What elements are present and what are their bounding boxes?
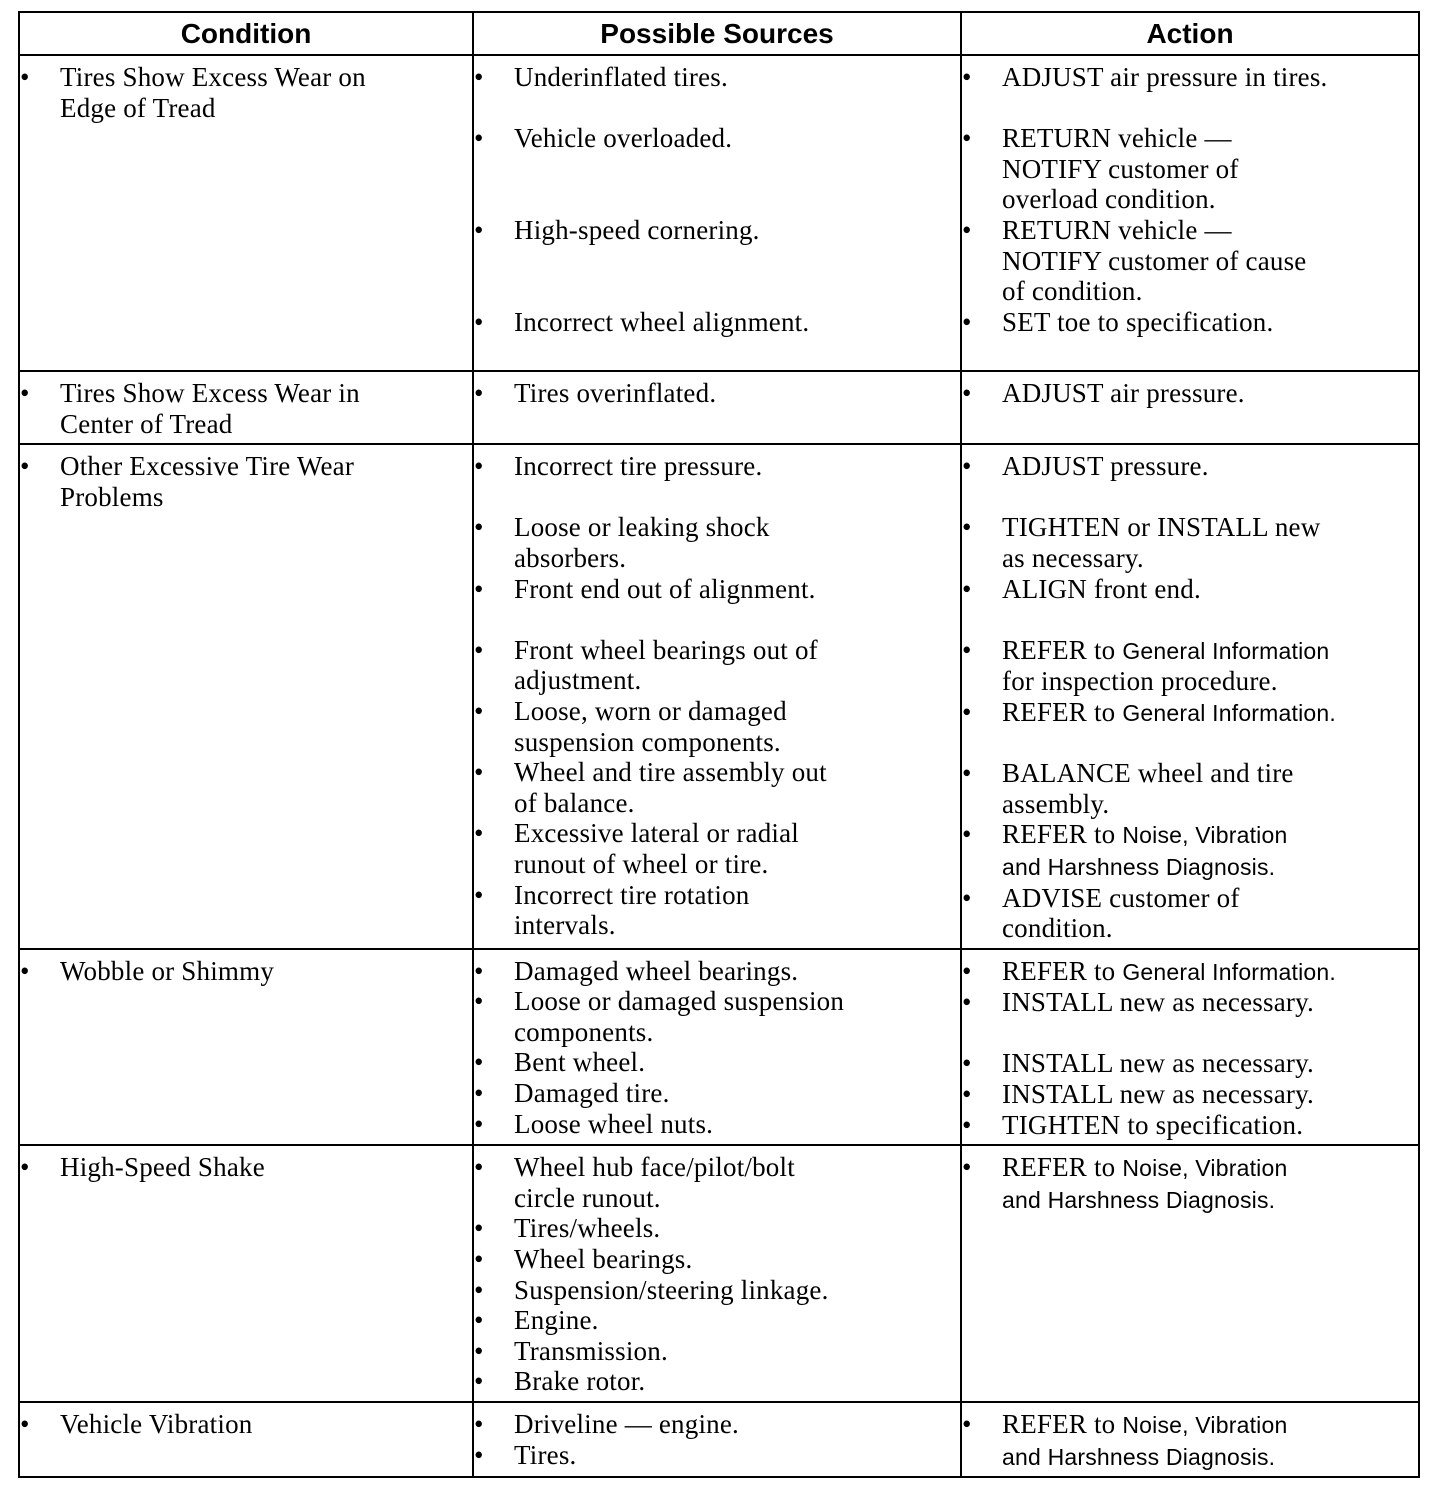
action-item: [962, 62, 1418, 123]
condition-item-text: Vehicle Vibration: [60, 1409, 253, 1439]
action-item: [962, 1110, 1418, 1141]
condition-cell: [19, 1402, 473, 1477]
source-item-text: Tires overinflated.: [514, 378, 717, 408]
action-item-text: [1002, 819, 1418, 882]
source-item-text: Underinflated tires.: [514, 62, 728, 92]
bullet-icon: •: [474, 1305, 484, 1336]
source-item: [474, 1409, 960, 1440]
bullet-icon: •: [474, 306, 484, 337]
bullet-icon: •: [474, 378, 484, 408]
source-item: [474, 1047, 960, 1078]
source-item-text: Loose wheel nuts.: [514, 1108, 714, 1139]
source-item: [474, 1078, 960, 1109]
action-item: [962, 378, 1418, 409]
source-item-text: Front end out of alignment.: [514, 573, 816, 604]
bullet-icon: •: [474, 573, 484, 604]
condition-item-text: Other Excessive Tire Wear Problems: [60, 451, 355, 512]
action-text: REFER to: [1002, 819, 1123, 850]
action-text: REFER to: [1002, 696, 1123, 727]
source-item-text: Loose, worn or damaged suspension components.: [514, 695, 787, 757]
condition-item: [20, 956, 472, 987]
action-item: [962, 883, 1418, 944]
source-item-text: Loose or leaking shock absorbers.: [514, 512, 770, 573]
header-condition: Condition: [19, 12, 473, 55]
source-item-text: Tires.: [514, 1439, 577, 1470]
source-item: [474, 1275, 960, 1306]
bullet-icon: •: [20, 955, 30, 986]
source-item: [474, 880, 960, 941]
bullet-icon: •: [962, 634, 972, 665]
action-item-text: ADJUST air pressure.: [1002, 378, 1245, 408]
action-item-text: [1002, 1409, 1418, 1472]
action-item-text: ADJUST air pressure in tires.: [1002, 62, 1328, 92]
bullet-icon: •: [962, 306, 972, 337]
action-cell: [961, 444, 1419, 949]
source-item: [474, 512, 960, 573]
source-item-text: Incorrect tire pressure.: [514, 451, 763, 482]
action-item-text: [1002, 1152, 1418, 1215]
source-item: [474, 62, 960, 123]
manual-reference: Noise, Vibration and Harshness Diagnosis.: [1002, 1412, 1288, 1470]
source-item-text: Wheel hub face/pilot/bolt circle runout.: [514, 1152, 795, 1213]
source-item-text: Excessive lateral or radial runout of wheel or tire.: [514, 818, 800, 879]
bullet-icon: •: [962, 758, 972, 789]
table-row: [19, 1145, 1419, 1402]
action-item: [962, 987, 1418, 1048]
action-item: [962, 451, 1418, 512]
bullet-icon: •: [962, 1152, 972, 1183]
bullet-icon: •: [474, 512, 484, 543]
bullet-icon: •: [962, 451, 972, 482]
bullet-icon: •: [962, 1109, 972, 1140]
bullet-icon: •: [20, 1409, 30, 1439]
bullet-icon: •: [474, 1108, 484, 1139]
bullet-icon: •: [962, 62, 972, 92]
action-text: REFER to: [1002, 955, 1123, 986]
source-item: [474, 378, 960, 409]
action-cell: [961, 55, 1419, 371]
action-item: [962, 635, 1418, 697]
bullet-icon: •: [474, 986, 484, 1017]
action-item-text: BALANCE wheel and tire assembly.: [1002, 758, 1294, 819]
source-item: [474, 818, 960, 879]
source-item: [474, 574, 960, 635]
action-item: [962, 1048, 1418, 1079]
manual-reference: General Information.: [1122, 699, 1336, 726]
source-item-text: Transmission.: [514, 1335, 668, 1366]
action-item-text: ALIGN front end.: [1002, 573, 1201, 604]
source-item-text: Incorrect tire rotation intervals.: [514, 879, 750, 941]
condition-item-text: High-Speed Shake: [60, 1152, 265, 1183]
condition-item: [20, 378, 472, 439]
bullet-icon: •: [474, 123, 484, 154]
action-cell: [961, 1145, 1419, 1402]
bullet-icon: •: [474, 757, 484, 788]
bullet-icon: •: [474, 62, 484, 92]
possible-sources-cell: [473, 55, 961, 371]
manual-reference: General Information.: [1122, 958, 1336, 985]
action-item-text: [1002, 635, 1418, 697]
source-item-text: Damaged wheel bearings.: [514, 955, 799, 986]
action-text: REFER to: [1002, 634, 1123, 665]
action-item: [962, 697, 1418, 758]
header-possible-sources: Possible Sources: [473, 12, 961, 55]
action-item-text: INSTALL new as necessary.: [1002, 987, 1314, 1018]
source-item-text: Loose or damaged suspension components.: [514, 986, 845, 1047]
bullet-icon: •: [962, 214, 972, 245]
action-item-text: SET toe to specification.: [1002, 306, 1274, 337]
action-cell: [961, 949, 1419, 1146]
table-row: [19, 949, 1419, 1146]
action-item-text: RETURN vehicle — NOTIFY customer of cause of condition.: [1002, 214, 1307, 307]
source-item: [474, 1244, 960, 1275]
action-item: [962, 512, 1418, 573]
action-item: [962, 123, 1418, 215]
source-item-text: Suspension/steering linkage.: [514, 1274, 829, 1305]
source-item: [474, 451, 960, 512]
possible-sources-cell: [473, 1145, 961, 1402]
source-item: [474, 123, 960, 215]
condition-cell: [19, 371, 473, 444]
source-item-text: Incorrect wheel alignment.: [514, 306, 810, 337]
bullet-icon: •: [20, 62, 30, 92]
bullet-icon: •: [474, 214, 484, 245]
action-cell: [961, 371, 1419, 444]
source-item-text: Driveline — engine.: [514, 1409, 739, 1439]
source-item: [474, 956, 960, 987]
source-item: [474, 1440, 960, 1471]
manual-reference: General Information: [1122, 637, 1330, 664]
bullet-icon: •: [474, 695, 484, 726]
action-item-text: ADVISE customer of condition.: [1002, 882, 1240, 944]
source-item: [474, 1336, 960, 1367]
source-item-text: Wheel and tire assembly out of balance.: [514, 757, 827, 818]
source-item: [474, 215, 960, 307]
bullet-icon: •: [20, 451, 30, 482]
action-item: [962, 758, 1418, 819]
action-item-text: ADJUST pressure.: [1002, 451, 1209, 482]
bullet-icon: •: [962, 512, 972, 543]
source-item-text: High-speed cornering.: [514, 214, 760, 245]
source-item: [474, 307, 960, 338]
bullet-icon: •: [474, 879, 484, 910]
possible-sources-cell: [473, 444, 961, 949]
action-cell: [961, 1402, 1419, 1477]
bullet-icon: •: [962, 573, 972, 604]
action-text: REFER to: [1002, 1409, 1123, 1439]
action-item-text: RETURN vehicle — NOTIFY customer of overload condition.: [1002, 123, 1239, 215]
action-item-text: [1002, 956, 1418, 988]
action-item-text: INSTALL new as necessary.: [1002, 1048, 1314, 1079]
bullet-icon: •: [474, 1213, 484, 1244]
bullet-icon: •: [474, 1152, 484, 1183]
condition-item-text: Tires Show Excess Wear in Center of Tread: [60, 378, 360, 439]
table-row: [19, 444, 1419, 949]
action-item: [962, 574, 1418, 635]
action-item: [962, 819, 1418, 882]
condition-cell: [19, 444, 473, 949]
diagnosis-table: [18, 11, 1420, 1478]
action-item: [962, 1409, 1418, 1472]
source-item: [474, 1109, 960, 1140]
table-row: [19, 55, 1419, 371]
source-item-text: Wheel bearings.: [514, 1244, 693, 1275]
bullet-icon: •: [474, 955, 484, 986]
bullet-icon: •: [962, 955, 972, 986]
header-action: Action: [961, 12, 1419, 55]
condition-item-text: Wobble or Shimmy: [60, 955, 275, 986]
bullet-icon: •: [20, 1152, 30, 1183]
bullet-icon: •: [474, 1244, 484, 1275]
table-row: [19, 371, 1419, 444]
bullet-icon: •: [962, 882, 972, 913]
action-item-text: INSTALL new as necessary.: [1002, 1079, 1314, 1110]
bullet-icon: •: [474, 1274, 484, 1305]
manual-reference: Noise, Vibration and Harshness Diagnosis.: [1002, 1155, 1288, 1213]
bullet-icon: •: [20, 378, 30, 408]
source-item: [474, 1366, 960, 1397]
bullet-icon: •: [962, 1048, 972, 1079]
source-item-text: Damaged tire.: [514, 1078, 670, 1109]
source-item-text: Vehicle overloaded.: [514, 123, 733, 154]
bullet-icon: •: [962, 1079, 972, 1110]
condition-item: [20, 451, 472, 512]
source-item: [474, 1213, 960, 1244]
action-item: [962, 215, 1418, 307]
action-text: REFER to: [1002, 1152, 1123, 1183]
condition-cell: [19, 949, 473, 1146]
bullet-icon: •: [962, 123, 972, 154]
condition-cell: [19, 1145, 473, 1402]
bullet-icon: •: [962, 1409, 972, 1439]
condition-item: [20, 1409, 472, 1440]
source-item: [474, 986, 960, 1047]
action-item: [962, 307, 1418, 338]
source-item-text: Tires/wheels.: [514, 1213, 661, 1244]
bullet-icon: •: [474, 1366, 484, 1397]
header-row: [19, 12, 1419, 55]
possible-sources-cell: [473, 949, 961, 1146]
bullet-icon: •: [962, 819, 972, 850]
manual-reference: Noise, Vibration and Harshness Diagnosis.: [1002, 822, 1288, 880]
condition-cell: [19, 55, 473, 371]
action-item: [962, 1079, 1418, 1110]
condition-item: [20, 62, 472, 123]
source-item-text: Engine.: [514, 1305, 599, 1336]
condition-item: [20, 1152, 472, 1183]
action-item: [962, 1152, 1418, 1215]
table-row: [19, 1402, 1419, 1477]
bullet-icon: •: [474, 1409, 484, 1439]
source-item-text: Brake rotor.: [514, 1366, 646, 1397]
action-item-text: TIGHTEN to specification.: [1002, 1109, 1304, 1140]
bullet-icon: •: [962, 696, 972, 727]
source-item: [474, 635, 960, 696]
source-item: [474, 1152, 960, 1213]
table-body: [19, 55, 1419, 1477]
bullet-icon: •: [474, 1439, 484, 1470]
action-item-text: TIGHTEN or INSTALL new as necessary.: [1002, 512, 1321, 573]
action-text: for inspection procedure.: [1002, 666, 1278, 697]
bullet-icon: •: [474, 818, 484, 849]
source-item-text: Front wheel bearings out of adjustment.: [514, 634, 818, 696]
bullet-icon: •: [474, 1335, 484, 1366]
source-item: [474, 696, 960, 757]
bullet-icon: •: [474, 634, 484, 665]
source-item: [474, 757, 960, 818]
source-item-text: Bent wheel.: [514, 1047, 646, 1078]
possible-sources-cell: [473, 371, 961, 444]
condition-item-text: Tires Show Excess Wear on Edge of Tread: [60, 62, 366, 123]
action-item: [962, 956, 1418, 988]
bullet-icon: •: [962, 987, 972, 1018]
bullet-icon: •: [474, 451, 484, 482]
possible-sources-cell: [473, 1402, 961, 1477]
source-item: [474, 1305, 960, 1336]
bullet-icon: •: [474, 1047, 484, 1078]
action-item-text: [1002, 697, 1418, 729]
bullet-icon: •: [962, 378, 972, 408]
bullet-icon: •: [474, 1078, 484, 1109]
